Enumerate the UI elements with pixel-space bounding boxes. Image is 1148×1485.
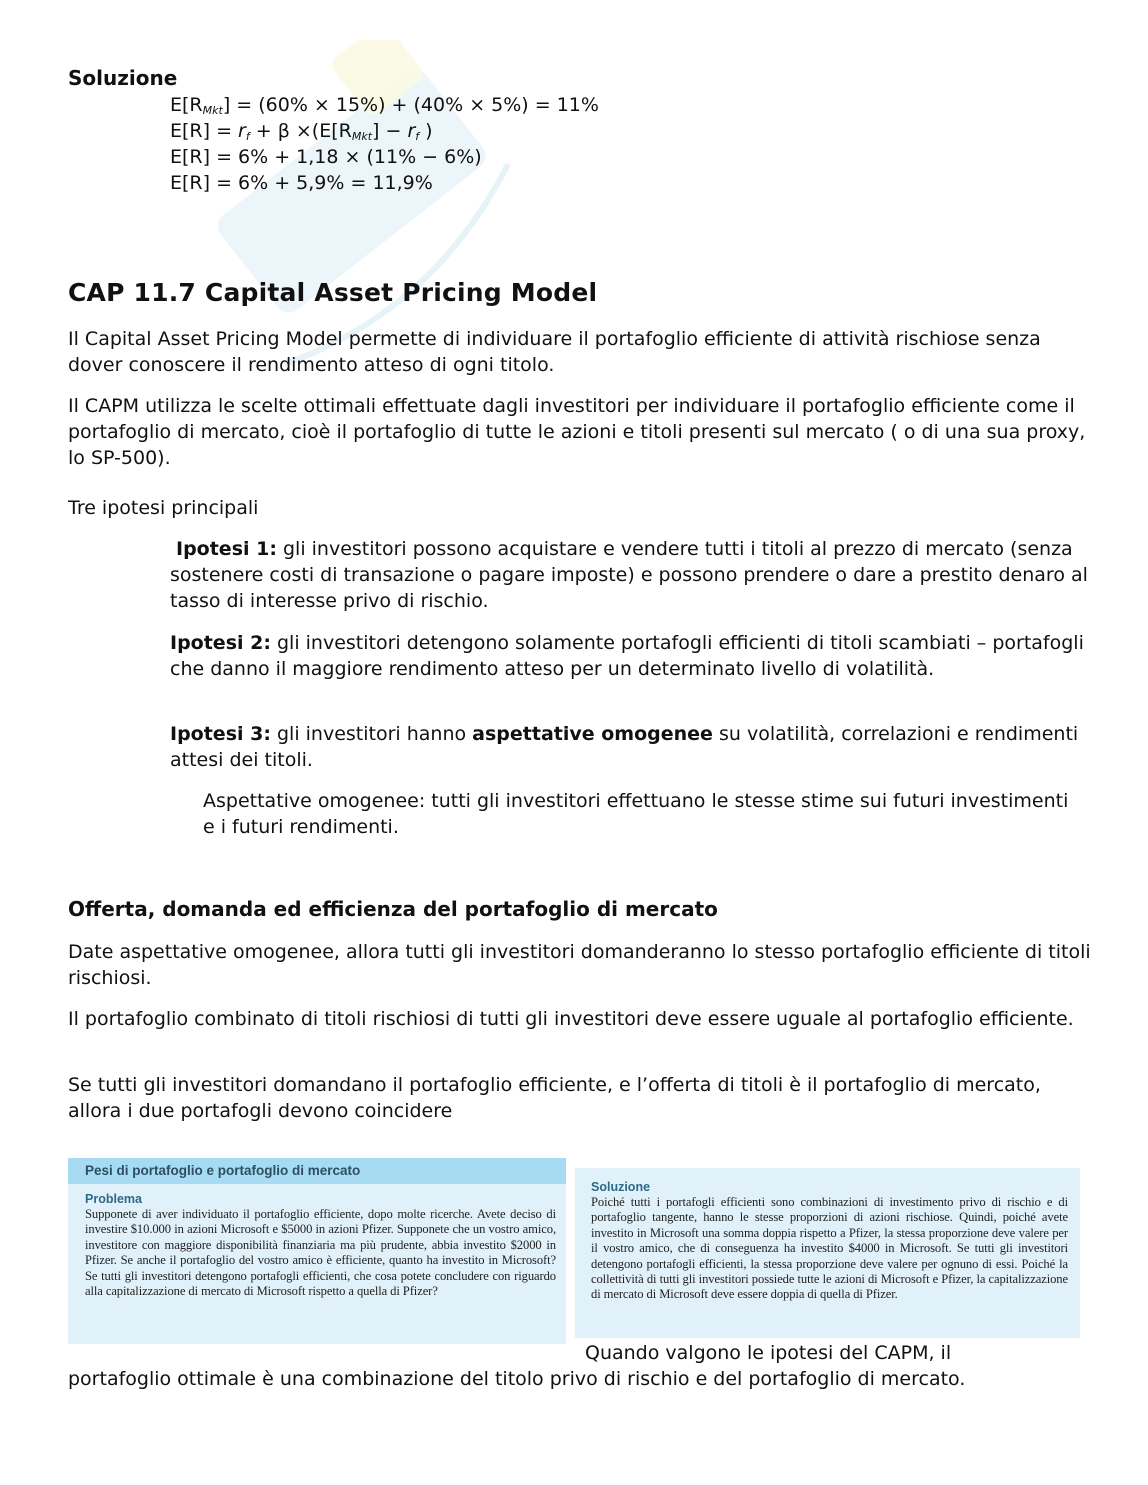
solution-box-text: Poiché tutti i portafogli efficienti sono combinazioni di investimento privo di rischio e di portafoglio tangente, hanno le stesse proporzioni di azioni rischiose. Quindi, poiché avete investito in Microsoft una somma doppia rispetto a Pfizer, la stessa proporzione deve valere per il vostro amico, che di conseguenza ha investito $4000 in Microsoft. Se tutti gli investitori detengono portafogli efficienti, la stessa proporzione deve valere per ognuno di essi. Poiché la collettività di tutti gli investitori possiede tutte le azioni di Microsoft e Pfizer, la capitalizzazione di mercato di Microsoft deve essere doppia di quella di Pfizer. bbox=[591, 1195, 1068, 1302]
solution-title: Soluzione bbox=[68, 66, 178, 90]
closing-line-2: portafoglio ottimale è una combinazione del titolo privo di rischio e del portafoglio di mercato. bbox=[68, 1368, 966, 1390]
formula-line-4: E[R] = 6% + 5,9% = 11,9% bbox=[170, 172, 433, 194]
watermark-logo bbox=[160, 40, 540, 370]
hypotheses-intro: Tre ipotesi principali bbox=[68, 497, 259, 519]
chapter-paragraph-2: Il CAPM utilizza le scelte ottimali effettuate dagli investitori per individuare il portafoglio efficiente come il portafoglio di mercato, cioè il portafoglio di tutte le azioni e titoli presenti sul mercato ( o di una sua proxy, lo SP-500). bbox=[68, 395, 1086, 469]
hypothesis-1: Ipotesi 1: gli investitori possono acquistare e vendere tutti i titoli al prezzo di mercato (senza sostenere costi di transazione o pagare imposte) e possono prendere o dare a prestito denaro al tasso di interesse privo di rischio. bbox=[170, 538, 1088, 612]
section-paragraph-3: Se tutti gli investitori domandano il portafoglio efficiente, e l’offerta di titoli è il portafoglio di mercato, allora i due portafogli devono coincidere bbox=[68, 1074, 1041, 1122]
section-title: Offerta, domanda ed efficienza del portafoglio di mercato bbox=[68, 897, 718, 921]
formula-line-2: $E[R] = r_f + \beta \times(E[R_{Mkt}] - r_f$ ) bbox=[170, 120, 433, 143]
formula-line-1: $E[R_{Mkt}] = (60\% \times 15\%) + (40\% \times 5\%) = 11\%$ bbox=[170, 94, 599, 117]
textbook-solution-box bbox=[575, 1168, 1080, 1338]
problem-box-title: Pesi di portafoglio e portafoglio di mercato bbox=[68, 1158, 566, 1184]
homogeneous-expectations-definition: Aspettative omogenee: tutti gli investitori effettuano le stesse stime sui futuri investimenti e i futuri rendimenti. bbox=[203, 790, 1069, 838]
chapter-paragraph-1: Il Capital Asset Pricing Model permette di individuare il portafoglio efficiente di attività rischiose senza dover conoscere il rendimento atteso di ogni titolo. bbox=[68, 328, 1041, 376]
problem-text: Supponete di aver individuato il portafoglio efficiente, dopo molte ricerche. Avete deciso di investire $10.000 in azioni Microsoft e $5000 in azioni Pfizer. Supponete che un vostro amico, investitore con maggiore disponibilità finanziaria ma più prudente, abbia investito $2000 in Pfizer. Se anche il portafoglio del vostro amico è efficiente, quanto ha investito in Microsoft? Se tutti gli investitori detengono portafogli efficienti, che cosa potete concludere con riguardo alla capitalizzazione di mercato di Microsoft rispetto a quella di Pfizer? bbox=[85, 1207, 556, 1299]
problem-heading: Problema bbox=[85, 1192, 142, 1206]
formula-line-3: E[R] = 6% + 1,18 × (11% − 6%) bbox=[170, 146, 482, 168]
section-paragraph-2: Il portafoglio combinato di titoli rischiosi di tutti gli investitori deve essere uguale al portafoglio efficiente. bbox=[68, 1008, 1074, 1030]
closing-line-1: Quando valgono le ipotesi del CAPM, il bbox=[585, 1342, 952, 1364]
hypothesis-3: Ipotesi 3: gli investitori hanno aspettative omogenee su volatilità, correlazioni e rendimenti attesi dei titoli. bbox=[170, 723, 1079, 771]
hypothesis-2: Ipotesi 2: gli investitori detengono solamente portafogli efficienti di titoli scambiati – portafogli che danno il maggiore rendimento atteso per un determinato livello di volatilità. bbox=[170, 632, 1084, 680]
section-paragraph-1: Date aspettative omogenee, allora tutti gli investitori domanderanno lo stesso portafoglio efficiente di titoli rischiosi. bbox=[68, 941, 1091, 989]
chapter-title: CAP 11.7 Capital Asset Pricing Model bbox=[68, 278, 598, 307]
solution-box-heading: Soluzione bbox=[591, 1180, 651, 1194]
textbook-problem-box bbox=[68, 1158, 566, 1344]
